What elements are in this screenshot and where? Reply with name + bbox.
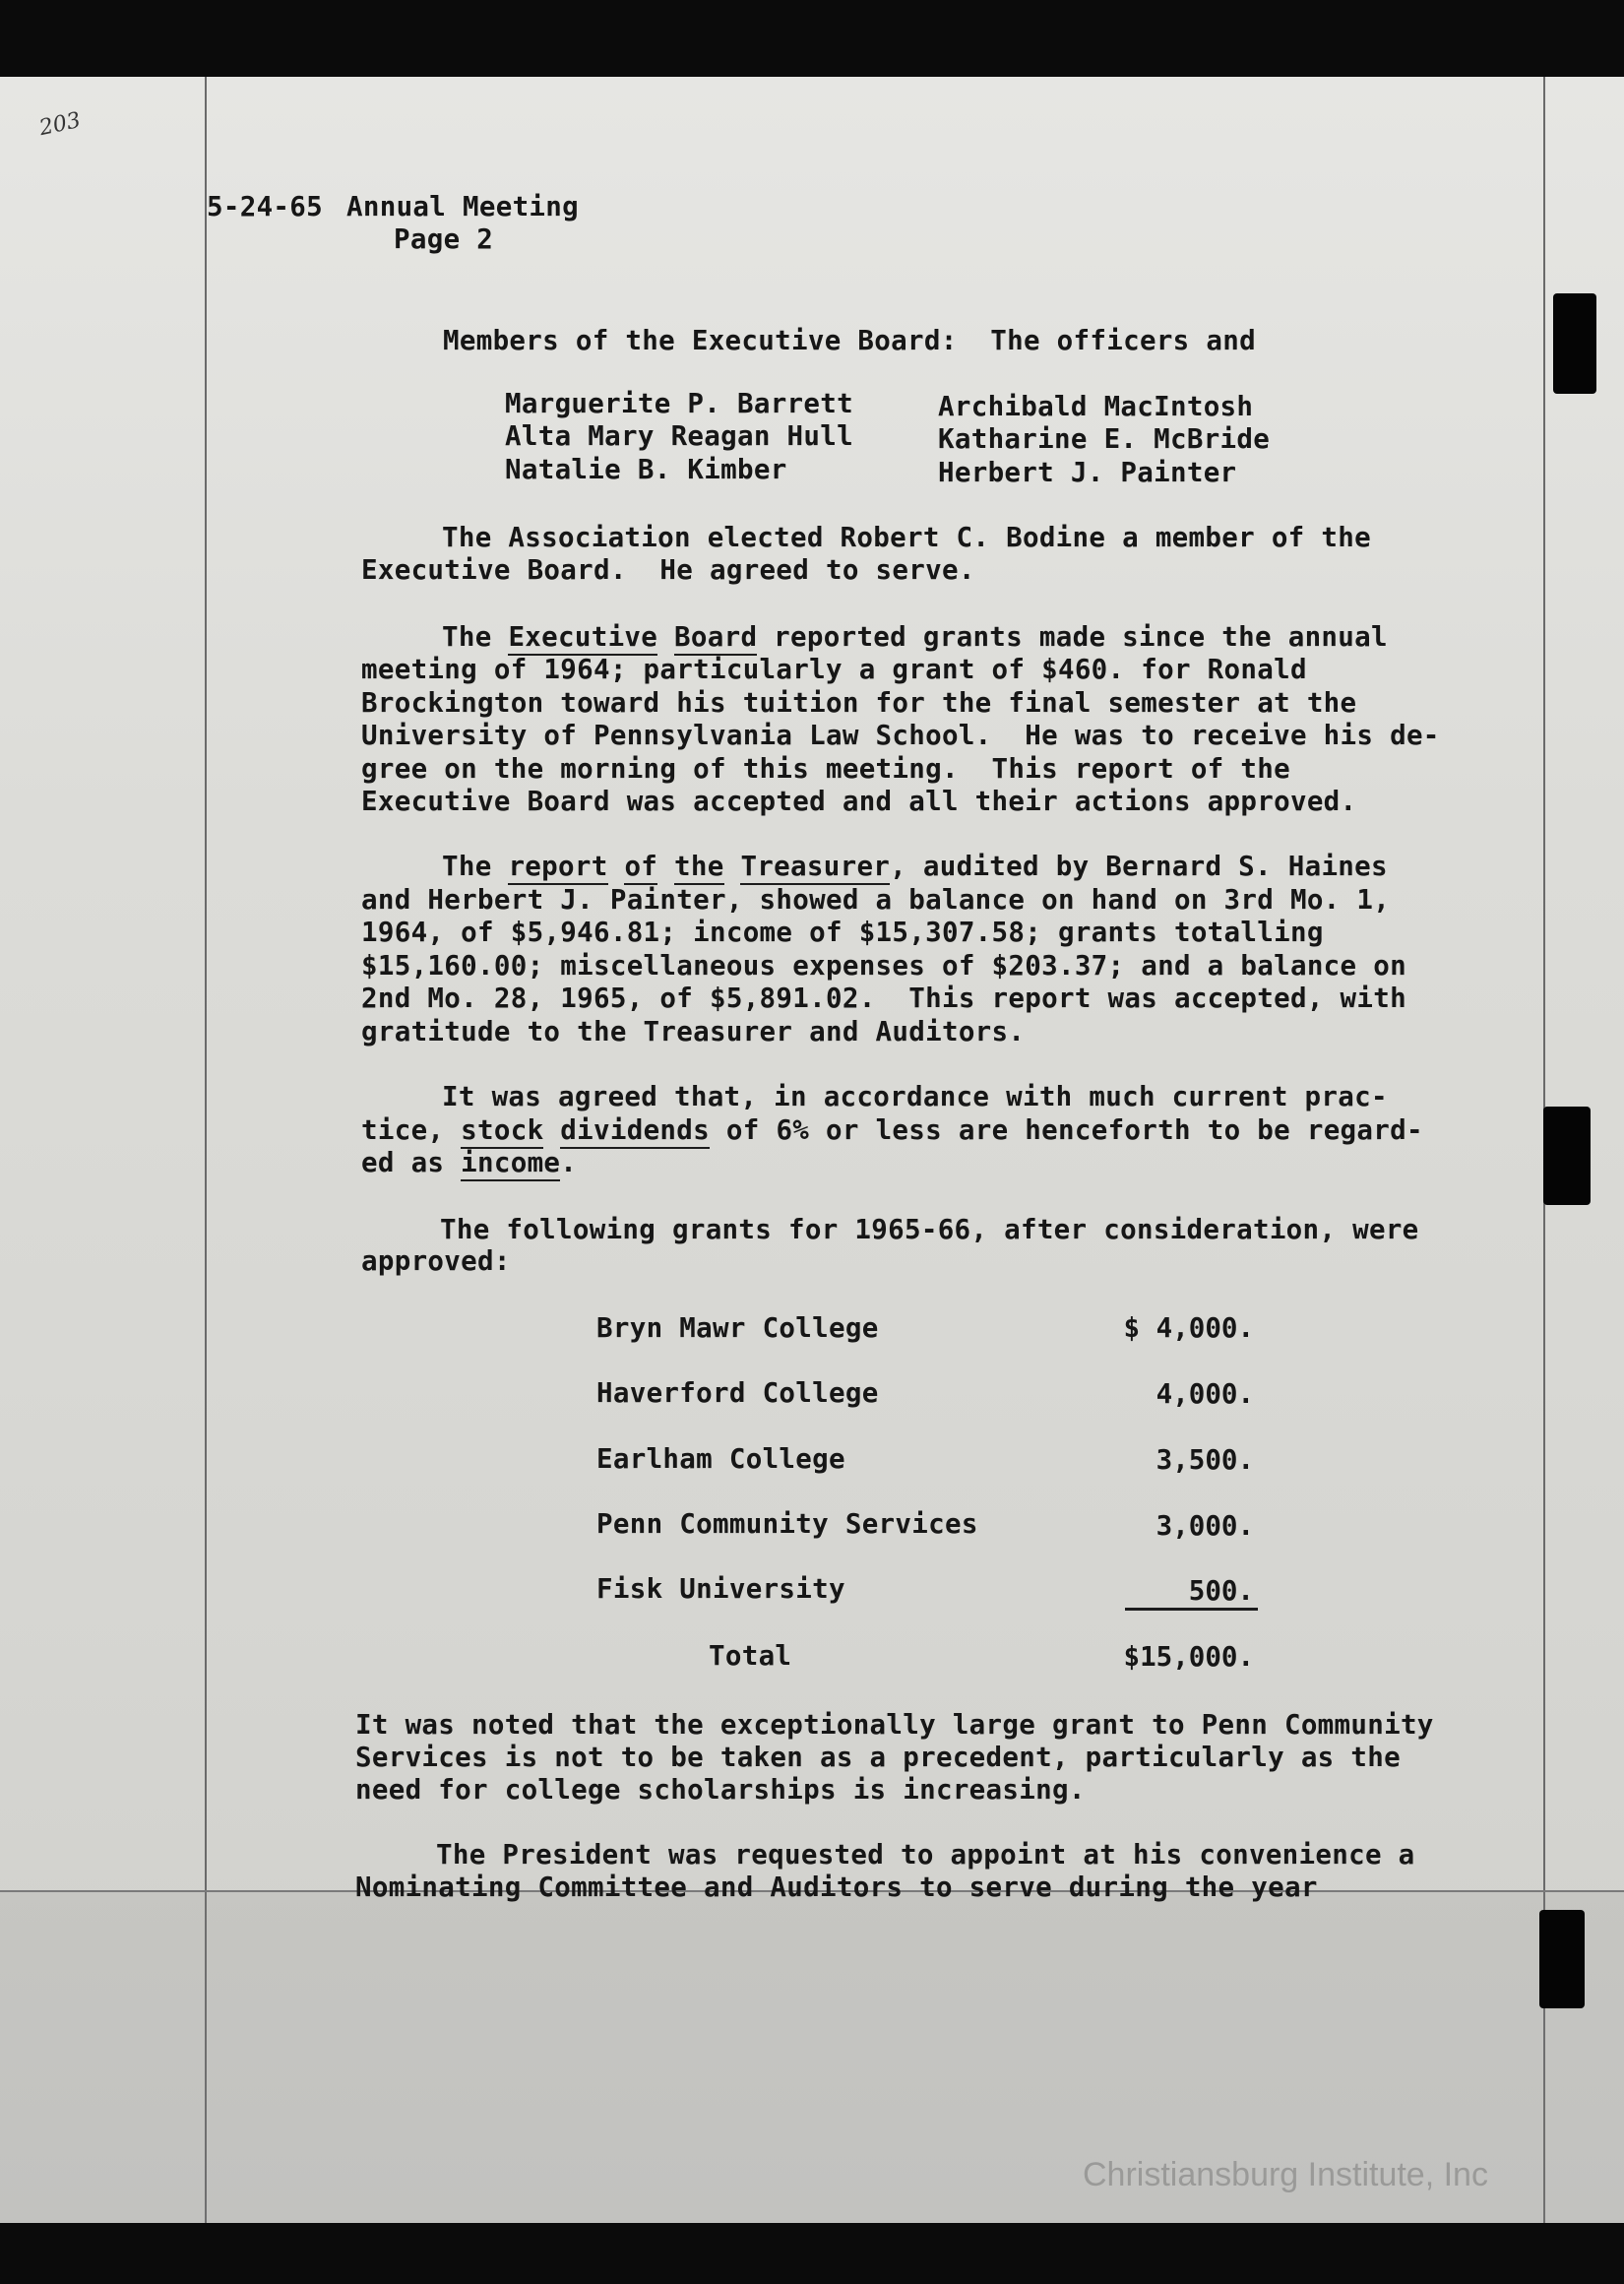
p3-line-1 xyxy=(442,850,1388,883)
grant-amount-5: 500. xyxy=(1188,1575,1254,1607)
p3-line-3: 1964, of $5,946.81; income of $15,307.58; grants totalling xyxy=(361,917,1324,948)
p2-line-6: Executive Board was accepted and all their actions approved. xyxy=(361,786,1357,817)
p4-underlined-dividends: dividends xyxy=(560,1114,710,1149)
p4-text-post: of 6% or less are henceforth to be regard- xyxy=(710,1114,1423,1146)
p2-text-post: reported grants made since the annual xyxy=(757,621,1388,653)
p3-underlined-of: of xyxy=(624,851,657,885)
grant-amount-4: 3,000. xyxy=(1156,1510,1254,1542)
p2-underlined-executive: Executive xyxy=(508,621,657,656)
p3-text-post: , audited by Bernard S. Haines xyxy=(890,851,1388,882)
grants-total-label: Total xyxy=(709,1640,792,1672)
film-tab-mark-top xyxy=(1553,293,1596,394)
p5-line-1: The following grants for 1965-66, after consideration, were xyxy=(440,1214,1419,1245)
p4-line-1: It was agreed that, in accordance with much current prac- xyxy=(442,1081,1388,1112)
p3-text-pre: The xyxy=(442,851,509,882)
board-member-right-3: Herbert J. Painter xyxy=(938,457,1237,488)
p3-line-6: gratitude to the Treasurer and Auditors. xyxy=(361,1016,1026,1047)
p4-underlined-income: income xyxy=(461,1147,560,1181)
grant-name-1: Bryn Mawr College xyxy=(596,1312,879,1344)
header-page-number: Page 2 xyxy=(394,223,494,255)
p4-text-pre-3: ed as xyxy=(361,1147,462,1178)
board-member-right-1: Archibald MacIntosh xyxy=(938,391,1254,422)
header-date: 5-24-65 xyxy=(207,191,323,222)
p3-underlined-treasurer: Treasurer xyxy=(740,851,890,885)
p2-line-4: University of Pennsylvania Law School. He was to receive his de- xyxy=(361,720,1440,751)
p2-line-2: meeting of 1964; particularly a grant of $460. for Ronald xyxy=(361,654,1307,685)
p2-line-3: Brockington toward his tuition for the final semester at the xyxy=(361,687,1357,719)
p3-underlined-report: report xyxy=(508,851,607,885)
header-meeting-title: Annual Meeting xyxy=(346,191,579,222)
p7-line-2: Nominating Committee and Auditors to serve during the year xyxy=(355,1872,1318,1903)
p5-line-2: approved: xyxy=(361,1245,511,1277)
board-intro: Members of the Executive Board: The officers and xyxy=(443,325,1256,356)
board-member-right-2: Katharine E. McBride xyxy=(938,423,1271,455)
p1-line-2: Executive Board. He agreed to serve. xyxy=(361,554,975,586)
watermark: Christiansburg Institute, Inc xyxy=(1083,2156,1488,2193)
p6-line-2: Services is not to be taken as a precedent, particularly as the xyxy=(355,1742,1401,1773)
p2-line-5: gree on the morning of this meeting. This report of the xyxy=(361,753,1290,785)
p4-line-3 xyxy=(361,1146,577,1179)
p3-line-2: and Herbert J. Painter, showed a balance on hand on 3rd Mo. 1, xyxy=(361,884,1391,916)
p2-text-pre: The xyxy=(442,621,509,653)
p3-line-4: $15,160.00; miscellaneous expenses of $203.37; and a balance on xyxy=(361,950,1406,982)
grant-amount-1: $ 4,000. xyxy=(1123,1312,1254,1344)
p4-underlined-stock: stock xyxy=(461,1114,543,1149)
board-member-left-1: Marguerite P. Barrett xyxy=(505,388,853,419)
margin-note: 203 xyxy=(36,107,84,142)
p2-underlined-board: Board xyxy=(674,621,757,656)
p7-line-1: The President was requested to appoint at his convenience a xyxy=(436,1839,1415,1871)
p2-line-1 xyxy=(442,620,1388,654)
p3-underlined-the: the xyxy=(674,851,724,885)
grant-name-5: Fisk University xyxy=(596,1573,845,1605)
grant-amount-3: 3,500. xyxy=(1156,1444,1254,1476)
film-tab-mark-middle xyxy=(1543,1107,1591,1205)
grant-name-2: Haverford College xyxy=(596,1377,879,1409)
p4-text-pre: tice, xyxy=(361,1114,462,1146)
p4-text-post-3: . xyxy=(560,1147,578,1178)
p4-line-2 xyxy=(361,1113,1423,1147)
p1-line-1: The Association elected Robert C. Bodine a member of the xyxy=(442,522,1371,553)
grants-total-amount: $15,000. xyxy=(1123,1641,1254,1673)
grants-sum-rule xyxy=(1125,1608,1258,1611)
grant-name-4: Penn Community Services xyxy=(596,1508,978,1540)
board-member-left-2: Alta Mary Reagan Hull xyxy=(505,420,853,452)
p6-line-3: need for college scholarships is increasing. xyxy=(355,1774,1086,1806)
p3-line-5: 2nd Mo. 28, 1965, of $5,891.02. This report was accepted, with xyxy=(361,983,1406,1014)
grant-name-3: Earlham College xyxy=(596,1443,845,1475)
p6-line-1: It was noted that the exceptionally large grant to Penn Community xyxy=(355,1709,1434,1741)
film-tab-mark-bottom xyxy=(1539,1910,1585,2008)
grant-amount-2: 4,000. xyxy=(1156,1378,1254,1410)
board-member-left-3: Natalie B. Kimber xyxy=(505,454,787,485)
